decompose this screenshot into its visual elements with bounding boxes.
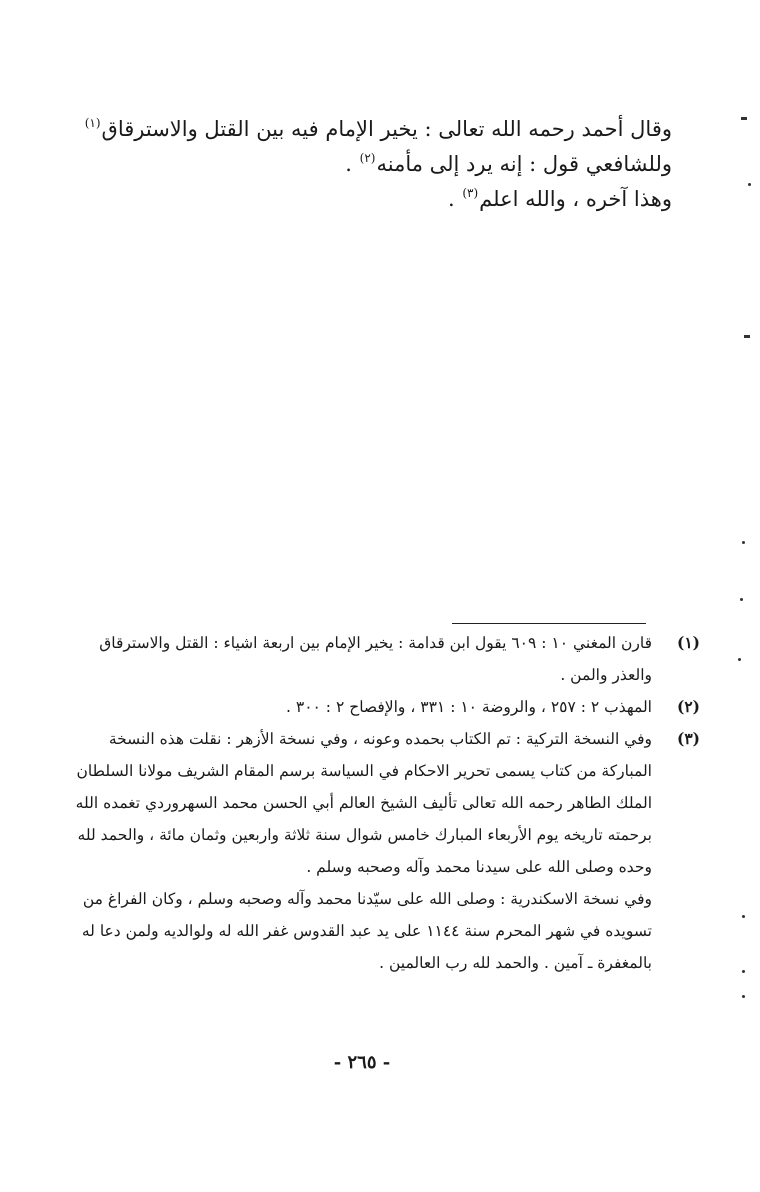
footnote-1 (87, 627, 700, 691)
footnote-separator (452, 623, 646, 624)
page-number: - ٢٦٥ - (333, 1052, 391, 1073)
main-line-3-end: . (447, 187, 462, 211)
scan-mark (748, 183, 751, 186)
footnote-line: قارن المغني ١٠ : ٦٠٩ يقول ابن قدامة : يخير الإمام بين اربعة اشياء : القتل والاسترقاق (99, 634, 652, 652)
footnote-line: بالمغفرة ـ آمين . والحمد لله رب العالمين . (379, 954, 652, 972)
footnote-number: (٢) (676, 697, 700, 716)
footnote-2 (87, 691, 700, 723)
footnote-line: برحمته تاريخه يوم الأربعاء المبارك خامس شوال سنة ثلاثة واربعين وثمان مائة ، والحمد لله (77, 826, 652, 844)
main-line-2-text: وللشافعي قول : إنه يرد إلى مأمنه (376, 152, 672, 176)
footnote-line: وحده وصلى الله على سيدنا محمد وآله وصحبه وسلم . (306, 858, 652, 876)
scan-mark (742, 915, 745, 918)
footnote-line: المهذب ٢ : ٢٥٧ ، والروضة ١٠ : ٣٣١ ، والإفصاح ٢ : ٣٠٠ . (286, 698, 652, 716)
main-line-3 (72, 182, 672, 217)
main-text (72, 112, 672, 217)
footnote-ref-3[interactable]: (٣) (462, 186, 479, 200)
scan-mark (741, 117, 747, 120)
scan-mark (744, 335, 750, 338)
scan-mark (742, 970, 745, 973)
footnote-3 (75, 723, 700, 979)
scan-mark (738, 658, 741, 661)
main-line-1 (72, 112, 672, 147)
main-line-1-text: وقال أحمد رحمه الله تعالى : يخير الإمام فيه بين القتل والاسترقاق (101, 117, 672, 141)
footnote-line: تسويده في شهر المحرم سنة ١١٤٤ على يد عبد القدوس غفر الله له ولوالديه ولمن دعا له (81, 922, 652, 940)
footnote-ref-1[interactable]: (١) (84, 116, 101, 130)
footnote-line: الملك الطاهر رحمه الله تعالى تأليف الشيخ العالم أبي الحسن محمد السهروردي تغمده الله (75, 794, 652, 812)
footnote-ref-2[interactable]: (٢) (359, 151, 376, 165)
footnote-line: وفي النسخة التركية : تم الكتاب بحمده وعونه ، وفي نسخة الأزهر : نقلت هذه النسخة (108, 730, 652, 748)
main-line-2 (72, 147, 672, 182)
footnote-number: (٣) (676, 729, 700, 748)
footnote-line: والعذر والمن . (560, 666, 652, 684)
main-line-3-text: وهذا آخره ، والله اعلم (479, 187, 672, 211)
scan-mark (742, 541, 745, 544)
scan-mark (742, 995, 745, 998)
footnote-line: وفي نسخة الاسكندرية : وصلى الله على سيّدنا محمد وآله وصحبه وسلم ، وكان الفراغ من (82, 890, 652, 908)
main-line-2-end: . (345, 152, 359, 176)
scan-mark (740, 598, 743, 601)
footnotes (75, 627, 700, 979)
footnote-number: (١) (676, 633, 700, 652)
footnote-line: المباركة من كتاب يسمى تحرير الاحكام في السياسة برسم المقام الشريف مولانا السلطان (76, 762, 652, 780)
